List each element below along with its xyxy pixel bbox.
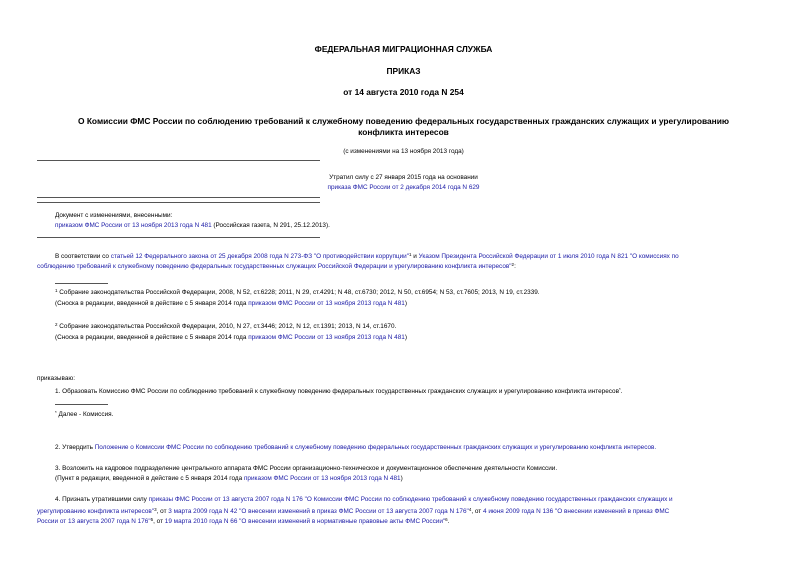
footnote-mark: * [55,410,57,415]
title-line-2: конфликта интересов [358,127,449,137]
footnote-note-end: ) [404,334,407,341]
footnote-mark: 2 [55,322,58,327]
amending-order-link[interactable]: приказом ФМС России от 13 ноября 2013 года N 481 [243,475,401,482]
divider [37,202,320,203]
footnote-note-end: ) [404,300,407,307]
void-order-link[interactable]: приказа ФМС России от 2 декабря 2014 года N 629 [327,184,480,191]
footnote-note-text: (Сноска в редакции, введенной в действие с 5 января 2014 года [55,300,249,307]
divider [37,197,320,198]
paragraph-3-note [55,475,403,483]
paragraph-end: . [447,518,450,525]
changes-notice-line [55,222,330,230]
amending-order-link[interactable]: приказом ФМС России от 13 ноября 2013 года N 481 [248,300,405,307]
paragraph-2 [55,444,656,452]
paragraph-1 [55,386,623,396]
paragraph-note-end: ) [400,475,403,482]
footnote-ref: 1 [408,252,412,257]
footnote-ref: 4 [468,507,472,512]
footnote-divider [55,404,108,405]
agency-heading: ФЕДЕРАЛЬНАЯ МИГРАЦИОННАЯ СЛУЖБА [314,44,493,54]
federal-law-link[interactable]: статьей 12 Федерального закона от 25 декабря 2008 года N 273-ФЗ "О противодействии коррупции" [110,253,409,260]
paragraph-text: , от [153,518,165,525]
footnote-note-text: (Сноска в редакции, введенной в действие с 5 января 2014 года [55,334,249,341]
order-word: приказываю: [37,375,75,382]
footnote-divider [55,283,108,284]
footnote-text: Собрание законодательства Российской Федерации, 2010, N 27, ст.3446; 2012, N 12, ст.1391; 2013, N 14, ст.1670. [57,323,397,330]
void-notice-text: Утратил силу с 27 января 2015 года на основании [329,174,478,181]
repealed-order-link-4[interactable]: 19 марта 2010 года N 66 "О внесении изменений в нормативные правовые акты ФМС России" [164,518,446,525]
divider [37,237,320,238]
preamble-text: и [411,253,419,260]
paragraph-4-line-3 [37,516,449,526]
footnote-2 [55,321,396,331]
repealed-order-link-3-cont[interactable]: России от 13 августа 2007 года N 176" [37,518,151,525]
footnote-1-note [55,300,407,308]
changes-notice-source: (Российская газета, N 291, 25.12.2013). [211,222,330,229]
footnote-2-note [55,334,407,342]
preamble-text: : [514,263,516,270]
repealed-order-link-3[interactable]: 4 июня 2009 года N 136 "О внесении изменений в приказ ФМС [483,508,670,515]
paragraph-3: 3. Возложить на кадровое подразделение центрального аппарата ФМС России организационно-техническое и документационное обеспечение деятельности Комиссии. [55,465,558,472]
paragraph-note-text: (Пункт в редакции, введенной в действие с 5 января 2014 года [55,475,244,482]
paragraph-text: , от [471,508,483,515]
presidential-decree-link[interactable]: Указом Президента Российской Федерации от 1 июля 2010 года N 821 "О комиссиях по [418,253,679,260]
preamble-line-2 [37,261,516,271]
paragraph-text: , от [156,508,169,515]
footnote-text: Далее - Комиссия. [56,411,114,418]
paragraph-text: 2. Утвердить [55,444,95,451]
changes-order-link[interactable]: приказом ФМС России от 13 ноября 2013 года N 481 [55,222,212,229]
amendments-note: (с изменениями на 13 ноября 2013 года) [343,148,464,155]
footnote-ref: 6 [445,517,448,522]
repealed-order-link-cont[interactable]: урегулированию конфликта интересов" [37,508,155,515]
paragraph-4-line-1 [55,496,673,504]
divider [37,160,320,161]
repealed-order-link[interactable]: приказы ФМС России от 13 августа 2007 года N 176 "О Комиссии ФМС России по соблюдению требований к служебному поведению государственных гражданских служащих и [148,496,673,503]
amending-order-link[interactable]: приказом ФМС России от 13 ноября 2013 года N 481 [248,334,405,341]
footnote-text: Собрание законодательства Российской Федерации, 2008, N 52, ст.6228; 2011, N 29, ст.4291; N 48, ст.6730; 2012, N 50, ст.6954; N 53, ст.7605; 2013, N 19, ст.2339. [57,289,540,296]
paragraph-text: 4. Признать утратившими силу [55,496,149,503]
footnote-ref: 2 [511,262,515,267]
paragraph-text: 1. Образовать Комиссию ФМС России по соблюдению требований к служебному поведению федеральных государственных гражданских служащих и урегулированию конфликта интересов [55,388,619,395]
paragraph-end: . [620,388,623,395]
changes-notice-text: Документ с изменениями, внесенными: [55,212,173,219]
paragraph-4-line-2 [37,506,669,516]
preamble-line-1 [55,251,679,261]
footnote-ref: 3 [154,507,157,512]
presidential-decree-link-cont[interactable]: соблюдению требований к служебному поведению федеральных государственных служащих Российской Федерации и урегулированию конфликта интересов" [37,263,512,270]
date-number-heading: от 14 августа 2010 года N 254 [343,87,464,97]
repealed-order-link-2[interactable]: 3 марта 2009 года N 42 "О внесении изменений в приказ ФМС России от 13 августа 2007 года N 176" [168,508,469,515]
preamble-text: В соответствии со [55,253,111,260]
footnote-3 [55,409,113,419]
void-notice-line [0,184,807,192]
title-line-1: О Комиссии ФМС России по соблюдению требований к служебному поведению федеральных государственных гражданских служащих и урегулированию [77,116,729,126]
doc-type-heading: ПРИКАЗ [386,66,421,76]
footnote-1 [55,287,540,297]
footnote-ref: * [619,387,621,392]
footnote-ref: 5 [150,517,154,522]
footnote-mark: 1 [55,288,58,293]
regulation-link[interactable]: Положение о Комиссии ФМС России по соблюдению требований к служебному поведению федеральных государственных гражданских служащих и урегулированию конфликта интересов. [94,444,657,451]
